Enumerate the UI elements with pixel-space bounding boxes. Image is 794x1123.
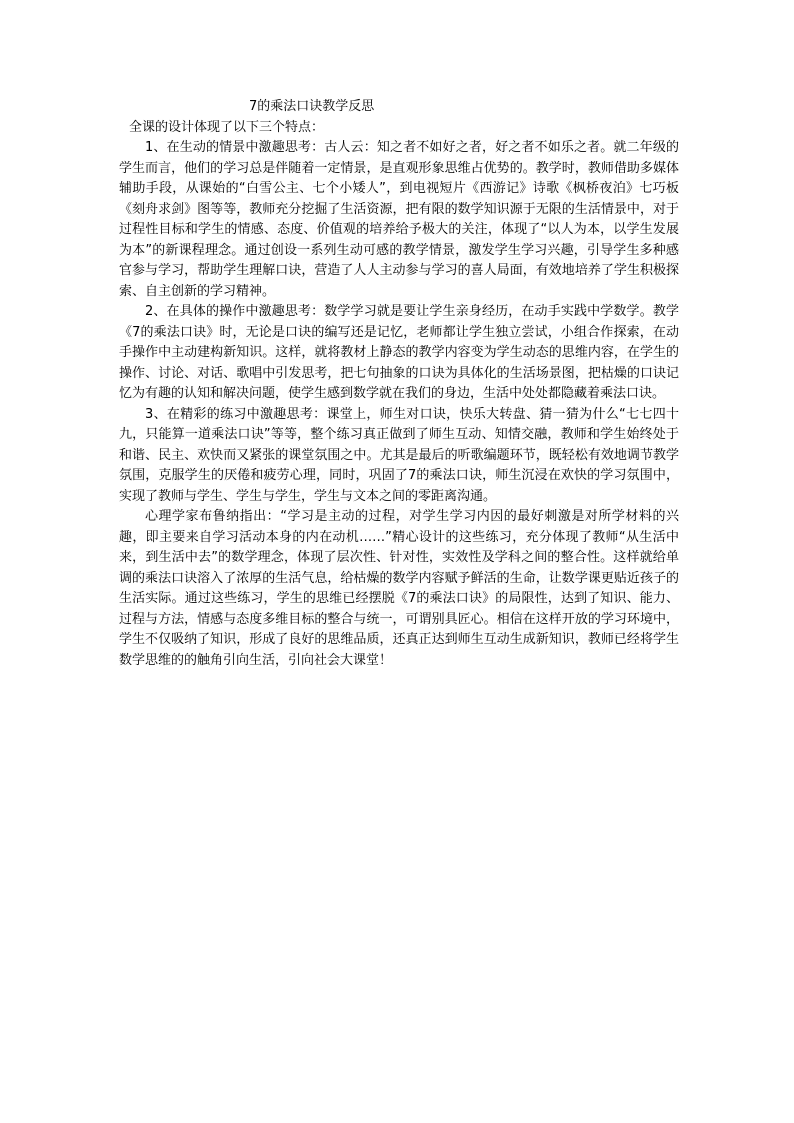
paragraph-3: 3、在精彩的练习中激趣思考：课堂上，师生对口诀，快乐大转盘、猜一猜为什么“七七四十九，只能算一道乘法口诀”等等，整个练习真正做到了师生互动、知情交融，教师和学生始终处于和谐、民主、欢快而又紧张的课堂氛围之中。尤其是最后的听歌编题环节，既轻松有效地调节教学氛围，克服学生的厌倦和疲劳心理，同时，巩固了7的乘法口诀，师生沉浸在欢快的学习氛围中，实现了教师与学生、学生与学生，学生与文本之间的零距离沟通。 (119, 406, 679, 504)
paragraph-4: 心理学家布鲁纳指出：“学习是主动的过程，对学生学习内因的最好刺激是对所学材料的兴趣，即主要来自学习活动本身的内在动机……”精心设计的这些练习，充分体现了教师“从生活中来，到生活中去”的数学理念，体现了层次性、针对性，实效性及学科之间的整合性。这样就给单调的乘法口诀溶入了浓厚的生活气息，给枯燥的数学内容赋予鲜活的生命，让数学课更贴近孩子的生活实际。通过这些练习，学生的思维已经摆脱《7的乘法口诀》的局限性，达到了知识、能力、过程与方法，情感与态度多维目标的整合与统一，可谓别具匠心。相信在这样开放的学习环境中，学生不仅吸纳了知识，形成了良好的思维品质，还真正达到师生互动生成新知识，教师已经将学生数学思维的的触角引向生活，引向社会大课堂！ (119, 509, 679, 668)
document-page (119, 98, 679, 671)
paragraph-2: 2、在具体的操作中激趣思考：数学学习就是要让学生亲身经历，在动手实践中学数学。教学《7的乘法口诀》时，无论是口诀的编写还是记忆，老师都让学生独立尝试，小组合作探索，在动手操作中主动建构新知识。这样，就将教材上静态的教学内容变为学生动态的思维内容，在学生的操作、讨论、对话、歌唱中引发思考，把七句抽象的口诀为具体化的生活场景图，把枯燥的口诀记忆为有趣的认知和解决问题，使学生感到数学就在我们的身边，生活中处处都隐藏着乘法口诀。 (119, 304, 679, 401)
intro-line: 全课的设计体现了以下三个特点： (129, 120, 325, 135)
paragraph-1: 1、在生动的情景中激趣思考：古人云：知之者不如好之者，好之者不如乐之者。就二年级的学生而言，他们的学习总是伴随着一定情景，是直观形象思维占优势的。教学时，教师借助多媒体辅助手段，从课始的“白雪公主、七个小矮人”，到电视短片《西游记》诗歌《枫桥夜泊》七巧板《刻舟求剑》图等等，教师充分挖掘了生活资源，把有限的数学知识源于无限的生活情景中，对于过程性目标和学生的情感、态度、价值观的培养给予极大的关注，体现了“以人为本，以学生发展为本”的新课程理念。通过创设一系列生动可感的教学情景，激发学生学习兴趣，引导学生多种感官参与学习，帮助学生理解口诀，营造了人人主动参与学习的喜人局面，有效地培养了学生积极探索、自主创新的学习精神。 (119, 140, 679, 299)
document-title: 7的乘法口诀教学反思 (249, 99, 375, 114)
